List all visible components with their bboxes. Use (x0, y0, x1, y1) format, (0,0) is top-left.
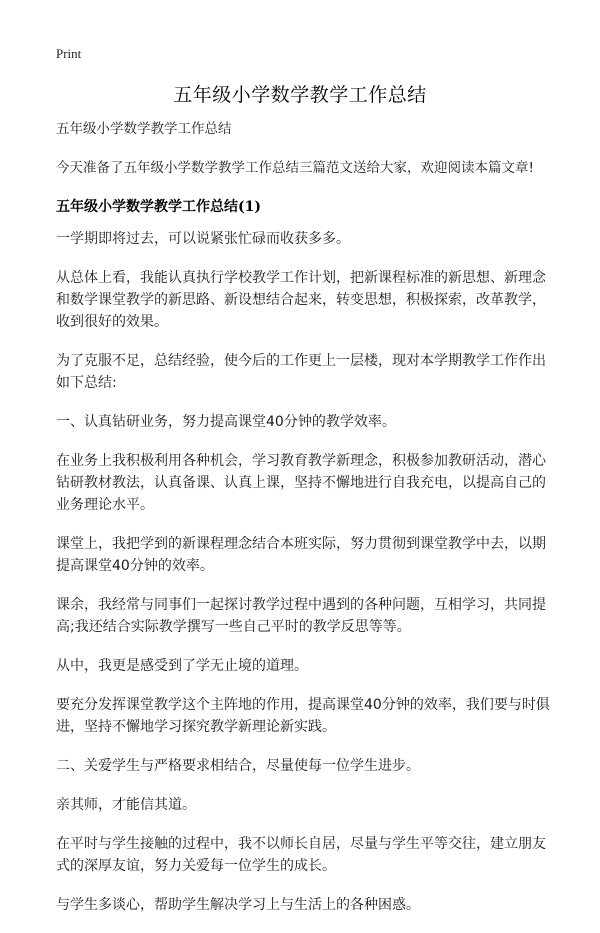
paragraph: 从中，我更是感受到了学无止境的道理。 (56, 658, 308, 674)
article-intro: 今天准备了五年级小学数学教学工作总结三篇范文送给大家，欢迎阅读本篇文章! (56, 160, 534, 176)
paragraph: 从总体上看，我能认真执行学校教学工作计划，把新课程标准的新思想、新理念和数学课堂教学的新思路、新设想结合起来，转变思想，积极探索，改革教学，收到很好的效果。 (56, 270, 546, 330)
paragraph: 二、关爱学生与严格要求相结合，尽量使每一位学生进步。 (56, 758, 420, 774)
article-subtitle: 五年级小学数学教学工作总结 (56, 121, 232, 137)
paragraph: 在业务上我积极利用各种机会，学习教育教学新理念，积极参加教研活动，潜心钻研教材教法，认真备课、认真上课，坚持不懈地进行自我充电，以提高自己的业务理论水平。 (56, 453, 546, 513)
paragraph: 为了克服不足，总结经验，使今后的工作更上一层楼，现对本学期教学工作作出如下总结: (56, 353, 546, 391)
paragraph: 课堂上，我把学到的新课程理念结合本班实际，努力贯彻到课堂教学中去，以期提高课堂40分钟的效率。 (56, 536, 546, 574)
section-heading: 五年级小学数学教学工作总结(1) (56, 199, 261, 215)
print-link[interactable]: Print (56, 46, 82, 61)
paragraph: 课余，我经常与同事们一起探讨教学过程中遇到的各种问题，互相学习，共同提高;我还结合实际教学撰写一些自己平时的教学反思等等。 (56, 597, 546, 635)
article-body (56, 118, 552, 933)
paragraph: 要充分发挥课堂教学这个主阵地的作用，提高课堂40分钟的效率，我们要与时俱进，坚持不懈地学习探究教学新理论新实践。 (56, 697, 550, 735)
paragraph: 一、认真钻研业务，努力提高课堂40分钟的教学效率。 (56, 414, 396, 430)
paragraph: 一学期即将过去，可以说紧张忙碌而收获多多。 (56, 231, 350, 247)
paragraph: 与学生多谈心，帮助学生解决学习上与生活上的各种困惑。 (56, 897, 420, 913)
paragraph: 在平时与学生接触的过程中，我不以师长自居，尽量与学生平等交往，建立朋友式的深厚友谊，努力关爱每一位学生的成长。 (56, 836, 546, 874)
paragraph: 亲其师，才能信其道。 (56, 797, 196, 813)
page-title: 五年级小学数学教学工作总结 (173, 84, 427, 106)
